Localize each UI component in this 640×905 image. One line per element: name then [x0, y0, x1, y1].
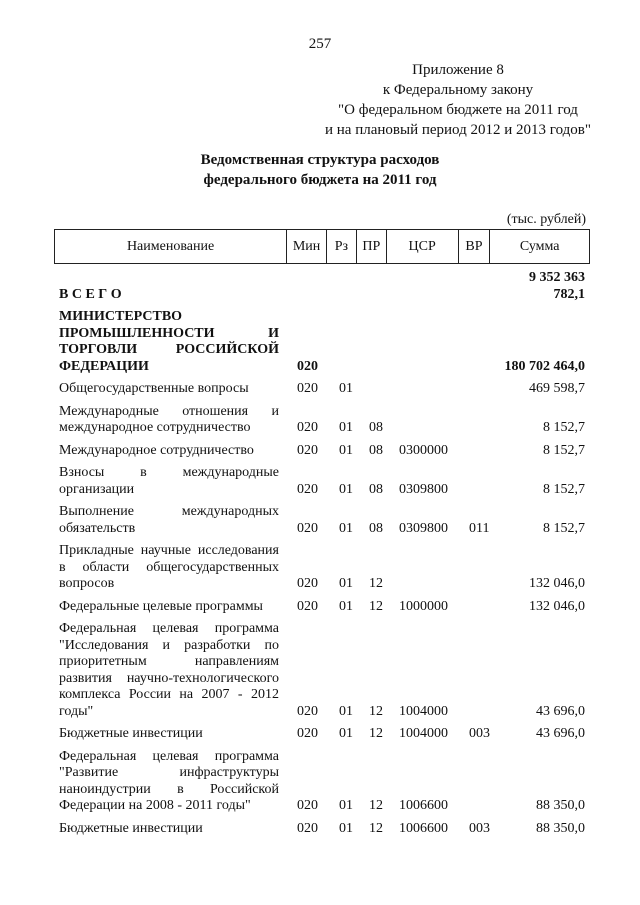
table-row [59, 404, 585, 437]
cell-rz: 01 [339, 520, 353, 536]
cell-csr: 1006600 [399, 798, 448, 813]
cell-csr: 1006600 [399, 820, 448, 836]
cell-min: 020 [297, 703, 318, 719]
cell-pr: 08 [369, 481, 383, 497]
col-name-header: Наименование [126, 238, 215, 254]
cell-rz: 01 [339, 381, 353, 396]
document-title [0, 150, 640, 190]
cell-name: Федеральные целевые программы [59, 598, 263, 614]
col-csr-header: ЦСР [386, 230, 458, 263]
cell-pr: 12 [369, 798, 383, 813]
cell-rz: 01 [339, 726, 353, 741]
table-body [59, 270, 585, 843]
cell-min: 020 [297, 726, 318, 741]
cell-rz: 01 [339, 442, 353, 458]
title-line: Ведомственная структура расходов [200, 152, 440, 168]
cell-name: Бюджетные инвестиции [59, 820, 203, 836]
cell-name: Бюджетные инвестиции [59, 726, 203, 741]
cell-name: Общегосударственные вопросы [59, 381, 249, 396]
cell-rz: 01 [339, 703, 353, 719]
cell-pr: 12 [369, 726, 383, 741]
title-line: федерального бюджета на 2011 год [203, 172, 437, 188]
cell-min: 020 [297, 481, 318, 497]
table-row [59, 504, 585, 537]
cell-pr: 08 [369, 442, 383, 458]
col-vr-header: ВР [458, 230, 490, 263]
cell-name: В С Е Г О [59, 286, 122, 302]
cell-rz: 01 [339, 420, 353, 435]
col-min-header: Мин [286, 230, 326, 263]
cell-csr: 1004000 [399, 703, 448, 719]
cell-rz: 01 [339, 598, 353, 614]
cell-min: 020 [297, 358, 318, 374]
cell-min: 020 [297, 576, 318, 591]
cell-sum: 132 046,0 [529, 576, 585, 591]
cell-sum: 43 696,0 [536, 726, 585, 741]
cell-name: Международное сотрудничество [59, 442, 254, 458]
table-row [59, 621, 585, 720]
cell-sum: 9 352 363 782,1 [529, 270, 585, 302]
cell-min: 020 [297, 442, 318, 458]
cell-sum: 8 152,7 [543, 481, 585, 497]
cell-pr: 12 [369, 703, 383, 719]
cell-csr: 1000000 [399, 598, 448, 614]
appendix-line: "О федеральном бюджете на 2011 год [338, 102, 578, 118]
cell-min: 020 [297, 520, 318, 536]
cell-pr: 08 [369, 420, 383, 435]
cell-name: Выполнение международных обязательств [59, 504, 279, 536]
col-sum-header: Сумма [489, 230, 589, 263]
cell-vr: 003 [469, 726, 490, 741]
cell-sum: 132 046,0 [529, 598, 585, 614]
cell-vr: 011 [469, 520, 490, 536]
cell-pr: 12 [369, 598, 383, 614]
cell-min: 020 [297, 798, 318, 813]
cell-sum: 469 598,7 [529, 381, 585, 396]
table-row [59, 726, 585, 743]
cell-csr: 1004000 [399, 726, 448, 741]
cell-sum: 8 152,7 [543, 420, 585, 435]
page-number: 257 [308, 36, 332, 52]
appendix-line: Приложение 8 [412, 62, 504, 78]
cell-vr: 003 [469, 820, 490, 836]
cell-min: 020 [297, 381, 318, 396]
cell-sum: 8 152,7 [543, 520, 585, 536]
cell-rz: 01 [339, 576, 353, 591]
table-row [59, 381, 585, 398]
cell-name: Федеральная целевая программа "Исследования и разработки по приоритетным направлениям развития научно-технологического комплекса России на 2007 - 2012 годы" [59, 621, 279, 719]
table-row [59, 309, 585, 375]
cell-min: 020 [297, 420, 318, 435]
cell-sum: 180 702 464,0 [504, 358, 585, 374]
cell-min: 020 [297, 820, 318, 836]
col-pr-header: ПР [356, 230, 386, 263]
units-label: (тыс. рублей) [506, 212, 586, 227]
cell-name: Взносы в международные организации [59, 465, 279, 497]
cell-rz: 01 [339, 798, 353, 813]
cell-csr: 0300000 [399, 442, 448, 458]
table-row [59, 465, 585, 498]
cell-csr: 0309800 [399, 481, 448, 497]
table-row [59, 821, 585, 838]
cell-pr: 12 [369, 576, 383, 591]
col-rz-header: Рз [326, 230, 356, 263]
table-row [59, 543, 585, 593]
cell-name: Международные отношения и международное сотрудничество [59, 403, 279, 435]
table-row [59, 749, 585, 815]
cell-sum: 88 350,0 [536, 798, 585, 813]
cell-pr: 12 [369, 820, 383, 836]
table-header [54, 229, 590, 264]
cell-name: Прикладные научные исследования в области общегосударственных вопросов [59, 543, 279, 591]
appendix-line: и на плановый период 2012 и 2013 годов" [325, 122, 591, 138]
cell-pr: 08 [369, 520, 383, 536]
cell-min: 020 [297, 598, 318, 614]
table-row [59, 599, 585, 616]
cell-rz: 01 [339, 820, 353, 836]
cell-sum: 43 696,0 [536, 703, 585, 719]
cell-csr: 0309800 [399, 520, 448, 536]
table-row [59, 270, 585, 303]
cell-name: Федеральная целевая программа "Развитие инфраструктуры наноиндустрии в Российской Федерации на 2008 - 2011 годы" [59, 748, 279, 813]
cell-sum: 8 152,7 [543, 442, 585, 458]
cell-name: МИНИСТЕРСТВО ПРОМЫШЛЕННОСТИ И ТОРГОВЛИ РОССИЙСКОЙ ФЕДЕРАЦИИ [59, 309, 279, 374]
appendix-line: к Федеральному закону [382, 82, 534, 98]
cell-sum: 88 350,0 [536, 820, 585, 836]
appendix-header [280, 60, 636, 140]
cell-rz: 01 [339, 481, 353, 497]
table-row [59, 443, 585, 460]
